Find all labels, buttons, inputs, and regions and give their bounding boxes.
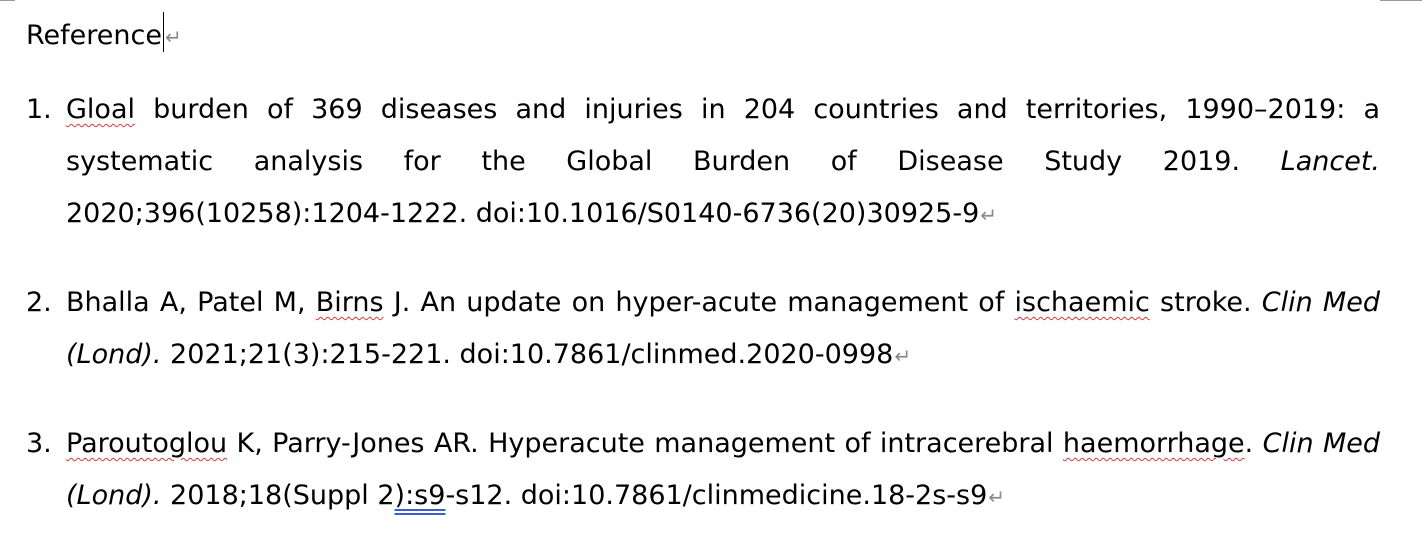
spelling-flag[interactable]: Gloal bbox=[66, 94, 135, 125]
journal-name: Clin Med (Lond). bbox=[66, 287, 1380, 370]
text-cursor bbox=[163, 12, 164, 52]
spelling-flag[interactable]: ischaemic bbox=[1014, 287, 1150, 318]
reference-list bbox=[26, 84, 1380, 559]
heading-text: Reference bbox=[26, 20, 162, 51]
journal-name: Lancet. bbox=[1280, 146, 1380, 177]
reference-title: burden of 369 diseases and injuries in 204 countries and territories, 1990–2019: a systematic analysis for the Global Burden of Disease Study 2019. bbox=[66, 94, 1380, 177]
citation-doi: -s12. doi:10.7861/clinmedicine.18-2s-s9 bbox=[445, 480, 988, 511]
paragraph-mark-icon: ↵ bbox=[980, 203, 998, 227]
authors-text: K, Parry-Jones AR. Hyperacute management of intracerebral bbox=[227, 428, 1063, 459]
reference-title: J. An update on hyper-acute management of bbox=[383, 287, 1015, 318]
journal-name: Clin Med (Lond). bbox=[66, 428, 1380, 511]
reference-number: 1. bbox=[26, 94, 52, 125]
reference-number: 3. bbox=[26, 428, 52, 459]
citation-details: 2020;396(10258):1204-1222. doi:10.1016/S0140-6736(20)30925-9 bbox=[66, 198, 980, 229]
reference-text bbox=[66, 277, 1380, 382]
spelling-flag[interactable]: haemorrhage bbox=[1062, 428, 1245, 459]
reference-item-2[interactable] bbox=[26, 277, 1380, 382]
reference-item-1[interactable] bbox=[26, 84, 1380, 241]
reference-number: 2. bbox=[26, 287, 52, 318]
grammar-flag[interactable]: ):s9 bbox=[394, 480, 446, 511]
citation-details: 2018;18(Suppl 2 bbox=[161, 480, 395, 511]
reference-text bbox=[66, 418, 1380, 523]
page-corner-mark-right bbox=[1380, 0, 1422, 1]
reference-title-end: . bbox=[1244, 428, 1263, 459]
spelling-flag[interactable]: Paroutoglou bbox=[66, 428, 228, 459]
paragraph-mark-icon: ↵ bbox=[988, 485, 1006, 509]
page-corner-mark-left bbox=[0, 0, 15, 1]
paragraph-mark-icon: ↵ bbox=[894, 344, 912, 368]
reference-heading[interactable] bbox=[26, 12, 182, 55]
reference-item-3[interactable] bbox=[26, 418, 1380, 523]
citation-details: 2021;21(3):215-221. doi:10.7861/clinmed.2020-0998 bbox=[161, 339, 894, 370]
reference-text bbox=[66, 84, 1380, 241]
paragraph-mark-icon: ↵ bbox=[164, 25, 182, 49]
reference-title-end: stroke. bbox=[1149, 287, 1262, 318]
spelling-flag[interactable]: Birns bbox=[315, 287, 384, 318]
authors-text: Bhalla A, Patel M, bbox=[66, 287, 316, 318]
